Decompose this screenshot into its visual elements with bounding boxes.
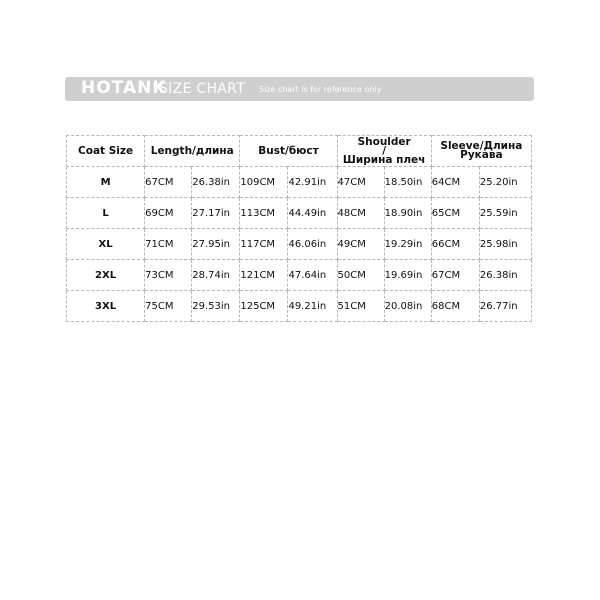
sleeve-in-cell: 26.38in [479, 260, 531, 291]
size-cell: L [67, 198, 145, 229]
length-cm-cell: 75CM [145, 291, 192, 322]
bust-cm-cell: 125CM [240, 291, 288, 322]
shoulder-cm-cell: 48CM [337, 198, 384, 229]
table-row [67, 229, 532, 260]
bust-in-cell: 42.91in [288, 167, 337, 198]
column-header-shoulder-line3: Ширина плеч [342, 153, 426, 166]
shoulder-in-cell: 18.50in [384, 167, 431, 198]
length-in-cell: 29.53in [192, 291, 240, 322]
length-cm-cell: 67CM [145, 167, 192, 198]
page-subtitle: Size chart is for reference only [259, 85, 382, 94]
length-in-cell: 26.38in [192, 167, 240, 198]
sleeve-cm-cell: 66CM [431, 229, 479, 260]
column-header-shoulder-line1: Shoulder [357, 135, 411, 148]
size-cell: 3XL [67, 291, 145, 322]
length-in-cell: 28.74in [192, 260, 240, 291]
size-cell: M [67, 167, 145, 198]
sleeve-in-cell: 25.59in [479, 198, 531, 229]
table-row [67, 291, 532, 322]
page-title: SIZE CHART [159, 81, 246, 97]
shoulder-in-cell: 20.08in [384, 291, 431, 322]
column-header-shoulder [337, 136, 431, 167]
column-header-sleeve: Sleeve/Длина Рукава [431, 136, 531, 167]
table-row [67, 198, 532, 229]
bust-in-cell: 46.06in [288, 229, 337, 260]
column-header-bust: Bust/бюст [240, 136, 337, 167]
shoulder-cm-cell: 47CM [337, 167, 384, 198]
brand-logo: HOTANK [81, 78, 167, 98]
sleeve-cm-cell: 67CM [431, 260, 479, 291]
bust-cm-cell: 117CM [240, 229, 288, 260]
bust-cm-cell: 113CM [240, 198, 288, 229]
bust-cm-cell: 109CM [240, 167, 288, 198]
table-row [67, 260, 532, 291]
length-cm-cell: 69CM [145, 198, 192, 229]
column-header-coat-size: Coat Size [67, 136, 145, 167]
column-header-length: Length/длина [145, 136, 240, 167]
table-header-row [67, 136, 532, 167]
bust-in-cell: 49.21in [288, 291, 337, 322]
bust-in-cell: 47.64in [288, 260, 337, 291]
shoulder-cm-cell: 49CM [337, 229, 384, 260]
size-chart-table [66, 135, 532, 322]
table-row [67, 167, 532, 198]
header-banner [65, 77, 534, 101]
shoulder-in-cell: 19.69in [384, 260, 431, 291]
length-cm-cell: 73CM [145, 260, 192, 291]
sleeve-cm-cell: 68CM [431, 291, 479, 322]
length-in-cell: 27.17in [192, 198, 240, 229]
shoulder-in-cell: 19.29in [384, 229, 431, 260]
shoulder-in-cell: 18.90in [384, 198, 431, 229]
shoulder-cm-cell: 50CM [337, 260, 384, 291]
sleeve-cm-cell: 64CM [431, 167, 479, 198]
length-in-cell: 27.95in [192, 229, 240, 260]
bust-in-cell: 44.49in [288, 198, 337, 229]
size-cell: XL [67, 229, 145, 260]
sleeve-in-cell: 26.77in [479, 291, 531, 322]
length-cm-cell: 71CM [145, 229, 192, 260]
size-cell: 2XL [67, 260, 145, 291]
shoulder-cm-cell: 51CM [337, 291, 384, 322]
sleeve-in-cell: 25.20in [479, 167, 531, 198]
sleeve-in-cell: 25.98in [479, 229, 531, 260]
sleeve-cm-cell: 65CM [431, 198, 479, 229]
column-header-shoulder-line2: / [382, 144, 387, 157]
bust-cm-cell: 121CM [240, 260, 288, 291]
